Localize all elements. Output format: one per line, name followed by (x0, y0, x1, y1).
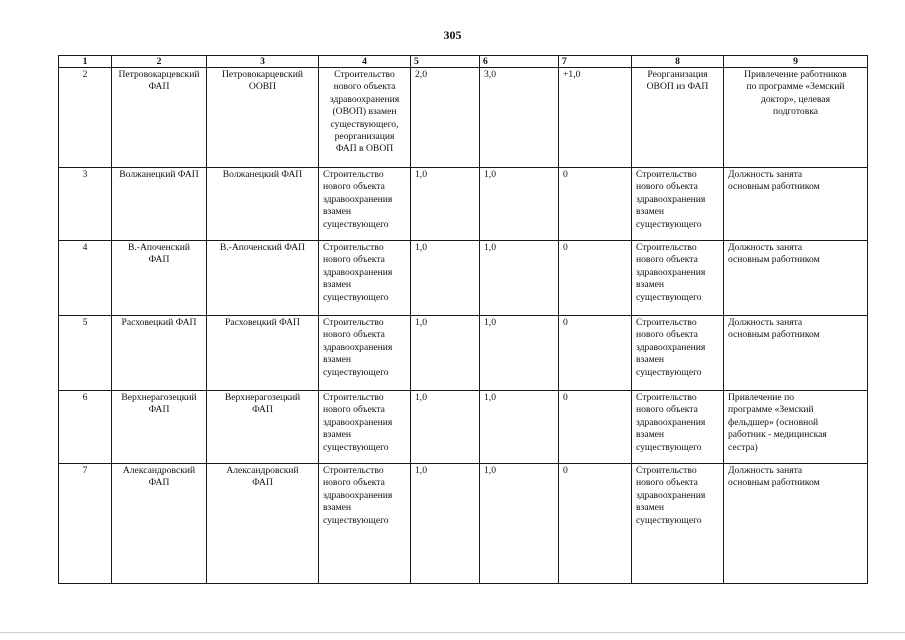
col6-value: 1,0 (480, 391, 559, 464)
col9-cell: Привлечение по программе «Земский фельдшер» (основной работник - медицинская сестра) (724, 391, 868, 464)
fap-name: Александровский ФАП (112, 464, 207, 584)
row-number: 5 (59, 316, 112, 391)
construction-cell: Строительство нового объекта здравоохранения взамен существующего (319, 168, 411, 241)
table-header (59, 56, 868, 68)
col5-value: 1,0 (411, 391, 480, 464)
col7-value: 0 (559, 316, 632, 391)
col8-cell: Строительство нового объекта здравоохранения взамен существующего (632, 168, 724, 241)
header-col-9: 9 (724, 56, 868, 68)
row-number: 3 (59, 168, 112, 241)
fap-name: Петровокарцевский ФАП (112, 68, 207, 168)
col8-cell: Реорганизация ОВОП из ФАП (632, 68, 724, 168)
col7-value: 0 (559, 391, 632, 464)
col6-value: 1,0 (480, 464, 559, 584)
col5-value: 1,0 (411, 168, 480, 241)
col5-value: 1,0 (411, 316, 480, 391)
col9-cell: Должность занята основным работником (724, 464, 868, 584)
construction-cell: Строительство нового объекта здравоохранения взамен существующего (319, 316, 411, 391)
header-col-5: 5 (411, 56, 480, 68)
col8-cell: Строительство нового объекта здравоохранения взамен существующего (632, 391, 724, 464)
scan-edge-line (0, 632, 905, 633)
data-table (58, 55, 868, 584)
col8-cell: Строительство нового объекта здравоохранения взамен существующего (632, 241, 724, 316)
col6-value: 1,0 (480, 168, 559, 241)
col5-value: 1,0 (411, 241, 480, 316)
construction-cell: Строительство нового объекта здравоохранения взамен существующего (319, 391, 411, 464)
col7-value: 0 (559, 168, 632, 241)
table-row (59, 68, 868, 168)
header-col-3: 3 (207, 56, 319, 68)
page-number: 305 (443, 28, 462, 42)
row-number: 6 (59, 391, 112, 464)
fap-name: Расховецкий ФАП (112, 316, 207, 391)
fap-name: Волжанецкий ФАП (112, 168, 207, 241)
header-col-4: 4 (319, 56, 411, 68)
header-col-6: 6 (480, 56, 559, 68)
fap-name: Верхнерагозецкий ФАП (112, 391, 207, 464)
col5-value: 2,0 (411, 68, 480, 168)
col6-value: 3,0 (480, 68, 559, 168)
col7-value: +1,0 (559, 68, 632, 168)
header-col-8: 8 (632, 56, 724, 68)
construction-cell: Строительство нового объекта здравоохранения (ОВОП) взамен существующего, реорганизация ФАП в ОВОП (319, 68, 411, 168)
col9-cell: Привлечение работников по программе «Земский доктор», целевая подготовка (724, 68, 868, 168)
col9-cell: Должность занята основным работником (724, 168, 868, 241)
table-row (59, 168, 868, 241)
ovp-name: Расховецкий ФАП (207, 316, 319, 391)
table-row (59, 316, 868, 391)
table-row (59, 464, 868, 584)
ovp-name: В.-Апоченский ФАП (207, 241, 319, 316)
header-row (59, 56, 868, 68)
col8-cell: Строительство нового объекта здравоохранения взамен существующего (632, 464, 724, 584)
table-row (59, 391, 868, 464)
row-number: 4 (59, 241, 112, 316)
col8-cell: Строительство нового объекта здравоохранения взамен существующего (632, 316, 724, 391)
row-number: 2 (59, 68, 112, 168)
ovp-name: Верхнерагозецкий ФАП (207, 391, 319, 464)
header-col-1: 1 (59, 56, 112, 68)
col5-value: 1,0 (411, 464, 480, 584)
header-col-2: 2 (112, 56, 207, 68)
col6-value: 1,0 (480, 241, 559, 316)
col9-cell: Должность занята основным работником (724, 316, 868, 391)
table-row (59, 241, 868, 316)
row-number: 7 (59, 464, 112, 584)
col9-cell: Должность занята основным работником (724, 241, 868, 316)
header-col-7: 7 (559, 56, 632, 68)
col7-value: 0 (559, 241, 632, 316)
ovp-name: Александровский ФАП (207, 464, 319, 584)
col7-value: 0 (559, 464, 632, 584)
construction-cell: Строительство нового объекта здравоохранения взамен существующего (319, 464, 411, 584)
ovp-name: Волжанецкий ФАП (207, 168, 319, 241)
fap-name: В.-Апоченский ФАП (112, 241, 207, 316)
ovp-name: Петровокарцевский ООВП (207, 68, 319, 168)
construction-cell: Строительство нового объекта здравоохранения взамен существующего (319, 241, 411, 316)
col6-value: 1,0 (480, 316, 559, 391)
